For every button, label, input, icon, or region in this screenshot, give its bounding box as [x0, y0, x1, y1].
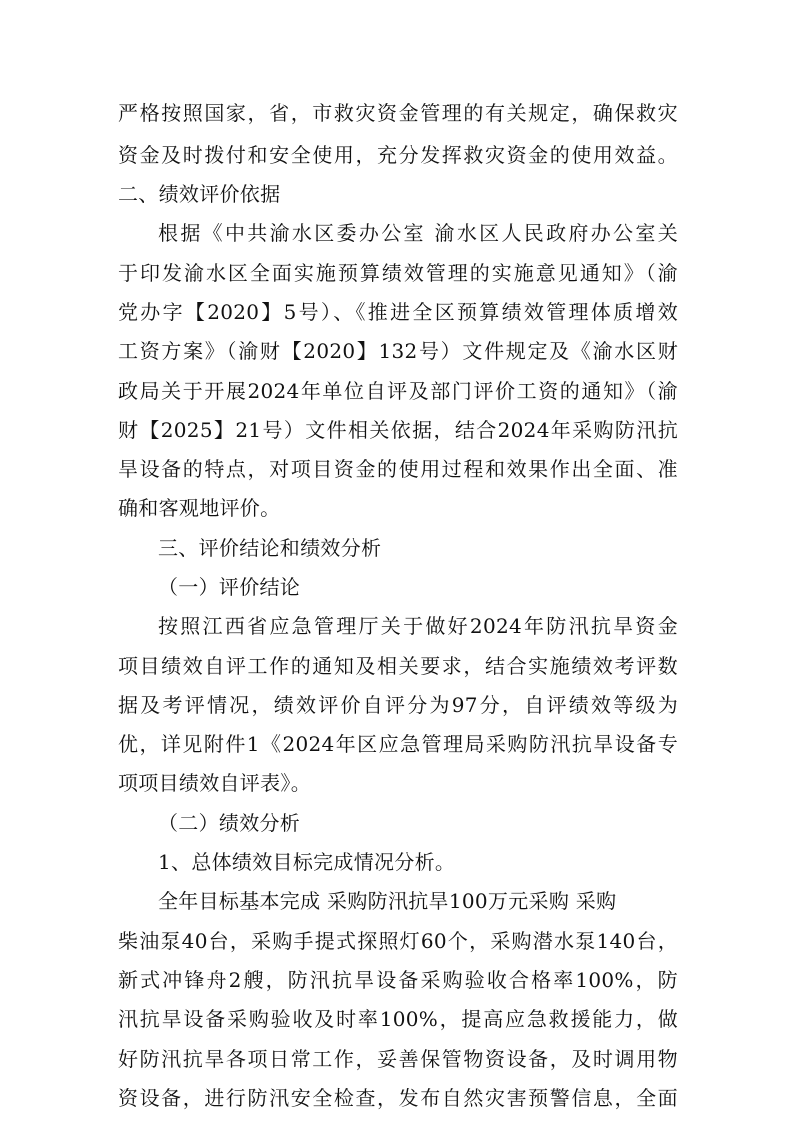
paragraph-line: 资设备，进行防汛安全检查，发布自然灾害预警信息，全面	[118, 1086, 678, 1110]
section-heading: 二、绩效评价依据	[118, 182, 281, 206]
section-heading: 三、评价结论和绩效分析	[158, 536, 382, 560]
paragraph-line: 好防汛抗旱各项日常工作，妥善保管物资设备，及时调用物	[118, 1047, 678, 1071]
subsection-heading: （一）评价结论	[158, 575, 301, 599]
paragraph-line: 新式冲锋舟2艘，防汛抗旱设备采购验收合格率100%，防	[118, 968, 678, 992]
paragraph-line: 据及考评情况，绩效评价自评分为97分，自评绩效等级为	[118, 693, 678, 717]
paragraph-line: 财【2025】21号）文件相关依据，结合2024年采购防汛抗	[118, 418, 678, 442]
paragraph-line: 工资方案》（渝财【2020】132号）文件规定及《渝水区财	[118, 339, 678, 363]
paragraph-line: 政局关于开展2024年单位自评及部门评价工资的通知》（渝	[118, 379, 678, 403]
paragraph-line: 于印发渝水区全面实施预算绩效管理的实施意见通知》（渝	[118, 261, 678, 285]
paragraph-line: 柴油泵40台，采购手提式探照灯60个，采购潜水泵140台，	[118, 929, 678, 953]
paragraph-line: 确和客观地评价。	[118, 496, 281, 520]
paragraph-line: 优，详见附件1《2024年区应急管理局采购防汛抗旱设备专	[118, 732, 678, 756]
paragraph-line: 项项目绩效自评表》。	[118, 771, 311, 795]
paragraph-line: 旱设备的特点，对项目资金的使用过程和效果作出全面、准	[118, 457, 678, 481]
paragraph-line: 根据《中共渝水区委办公室 渝水区人民政府办公室关	[158, 221, 678, 245]
paragraph-line: 资金及时拨付和安全使用，充分发挥救灾资金的使用效益。	[118, 143, 678, 167]
paragraph-line: 党办字【2020】5号）、《推进全区预算绩效管理体质增效	[118, 300, 678, 324]
paragraph-line: 按照江西省应急管理厅关于做好2024年防汛抗旱资金	[158, 614, 678, 638]
subsection-heading: 1、总体绩效目标完成情况分析。	[158, 850, 456, 874]
subsection-heading: （二）绩效分析	[158, 811, 301, 835]
paragraph-line: 全年目标基本完成 采购防汛抗旱100万元采购 采购	[158, 889, 617, 913]
paragraph-line: 汛抗旱设备采购验收及时率100%，提高应急救援能力，做	[118, 1007, 678, 1031]
paragraph-line: 项目绩效自评工作的通知及相关要求，结合实施绩效考评数	[118, 654, 678, 678]
paragraph-line: 严格按照国家，省，市救灾资金管理的有关规定，确保救灾	[118, 101, 678, 125]
